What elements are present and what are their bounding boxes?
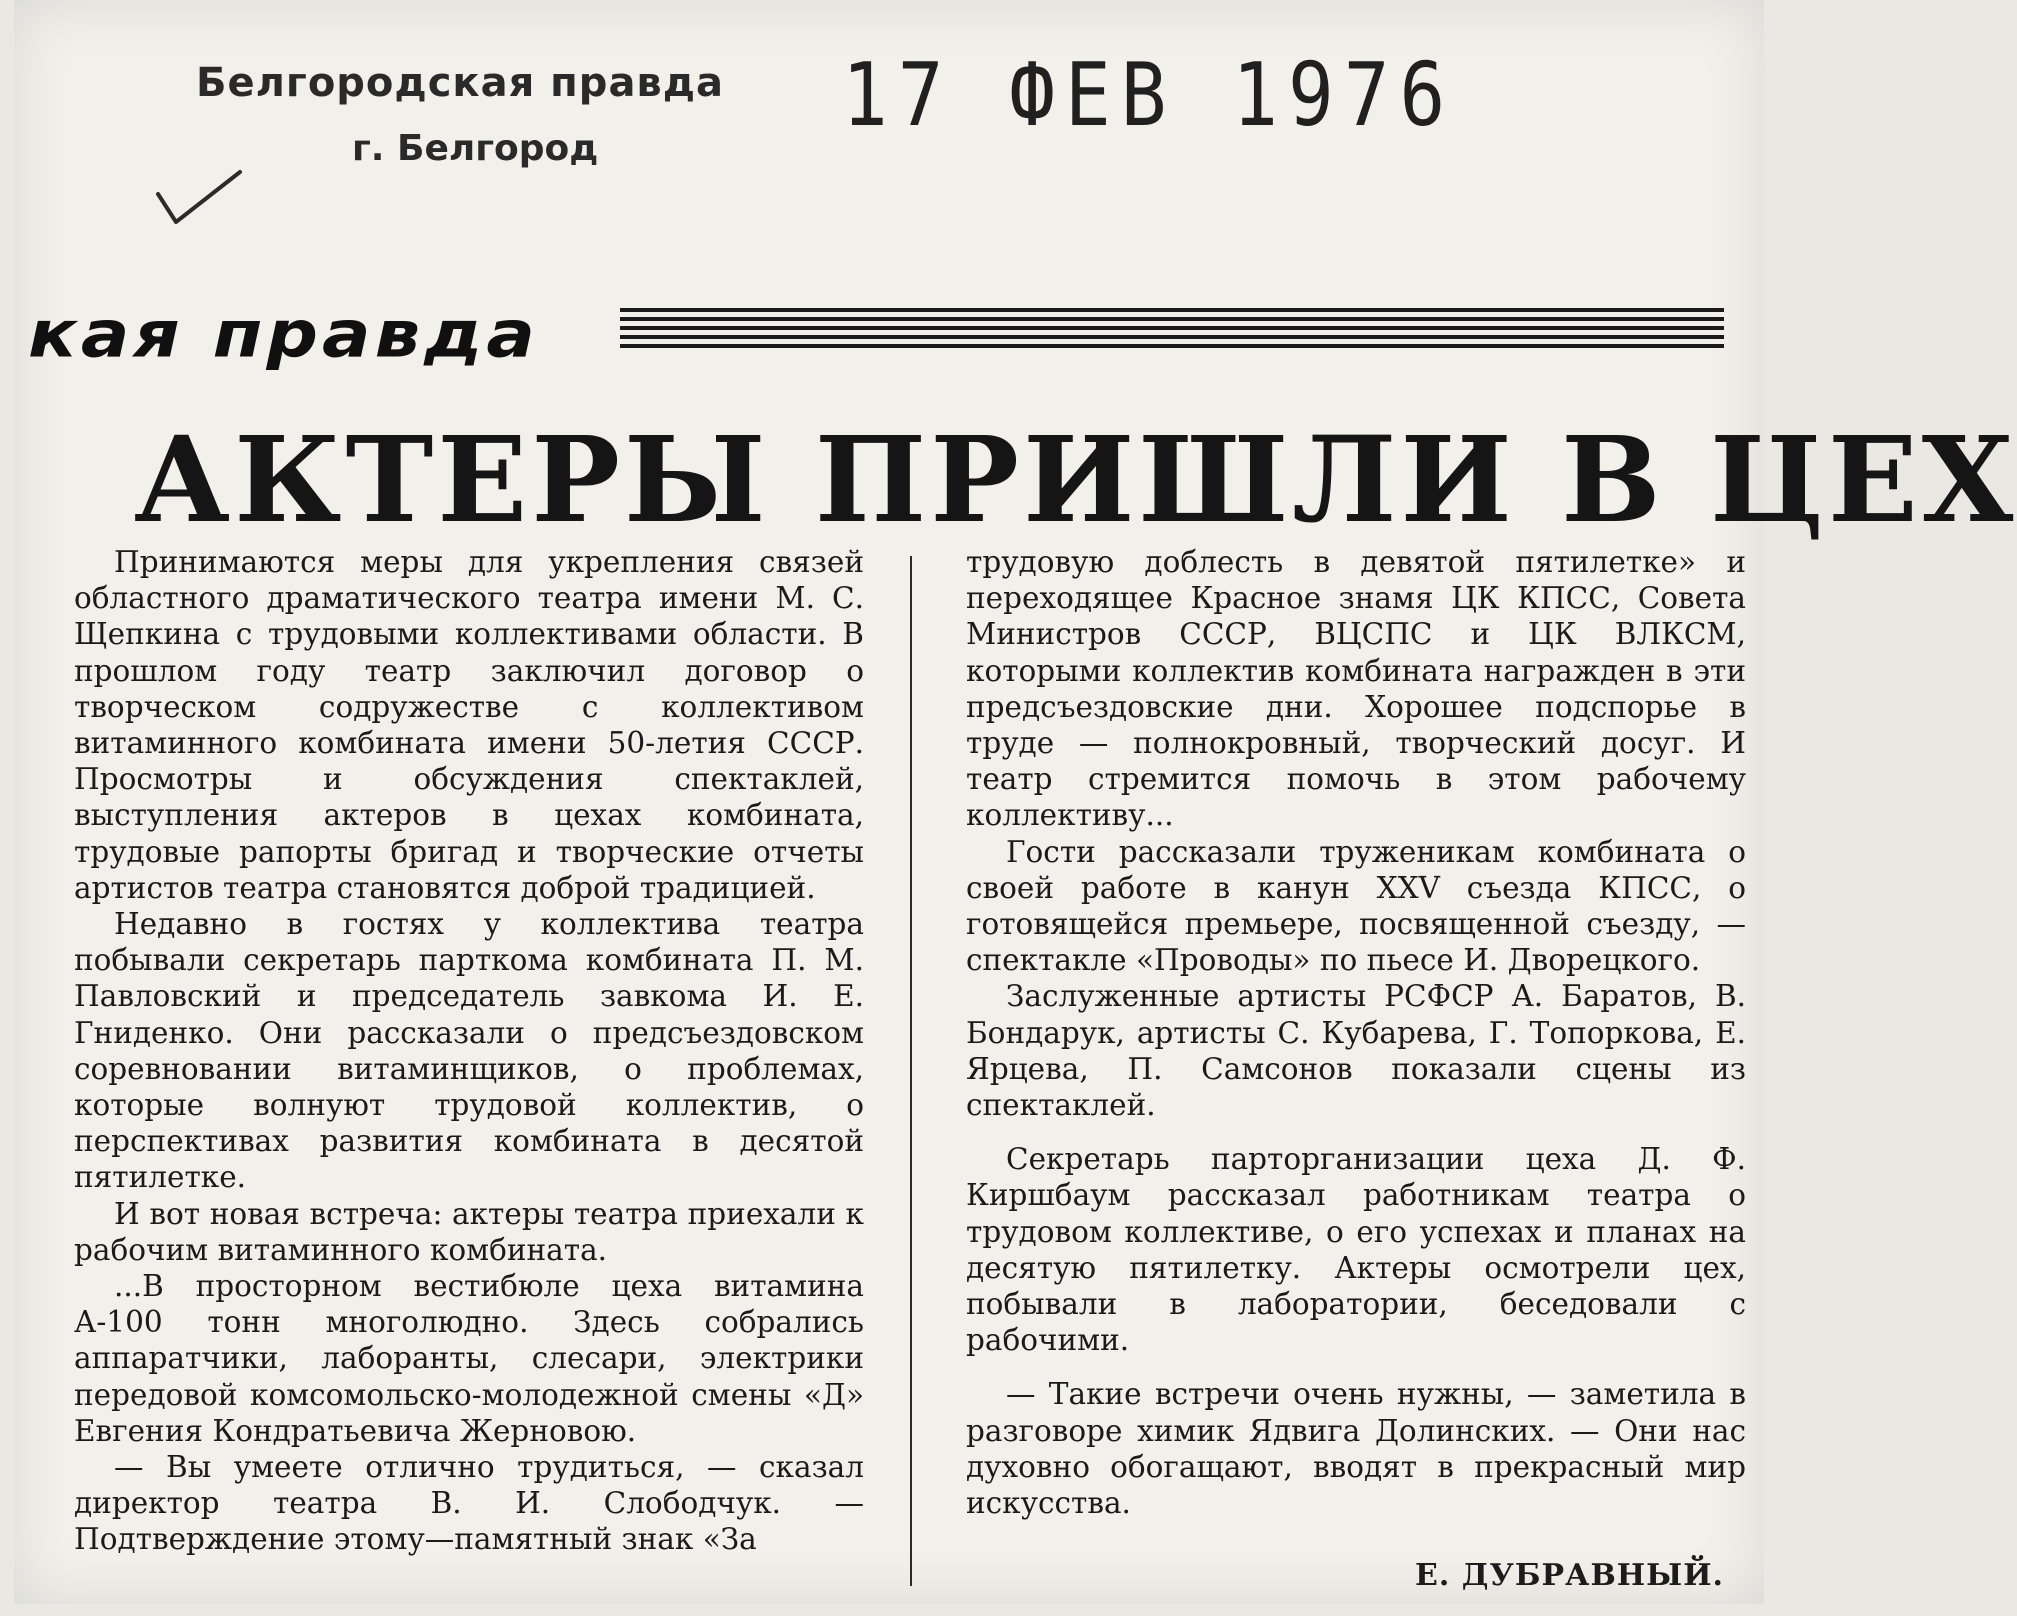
paragraph: трудовую доблесть в девятой пятилетке» и переходящее Красное знамя ЦК КПСС, Совета Министров СССР, ВЦСПС и ЦК ВЛКСМ, которыми коллектив комбината награжден в эти предсъездовские дни. Хорошее подспорье в труде — полнокровный, творческий досуг. И театр стремится помочь в этом рабочему коллективу... [966, 545, 1746, 833]
masthead-rules [620, 308, 1724, 352]
city-stamp: г. Белгород [352, 128, 599, 169]
article-column-left [74, 544, 864, 1558]
paragraph: ...В просторном вестибюле цеха витамина А-100 тонн многолюдно. Здесь собрались аппаратчики, лаборанты, слесари, электрики передовой комсомольско-молодежной смены «Д» Евгения Кондратьевича Жерновою. [74, 1269, 864, 1448]
newspaper-clipping [14, 0, 2017, 1604]
newspaper-name-stamp: Белгородская правда [196, 60, 725, 106]
paragraph: Заслуженные артисты РСФСР А. Баратов, В. Бондарук, артисты С. Кубарева, Г. Топоркова, Е. Ярцева, П. Самсонов показали сцены из спектаклей. [966, 979, 1746, 1123]
paragraph: — Такие встречи очень нужны, — заметила в разговоре химик Ядвига Долинских. — Они нас духовно обогащают, вводят в прекрасный мир искусства. [966, 1377, 1746, 1521]
paragraph: И вот новая встреча: актеры театра приехали к рабочим витаминного комбината. [74, 1196, 864, 1267]
paragraph: Гости рассказали труженикам комбината о своей работе в канун XXV съезда КПСС, о готовящейся премьере, посвященной съезду, — спектакле «Проводы» по пьесе И. Дворецкого. [966, 834, 1746, 978]
checkmark-icon [154, 164, 244, 234]
article-headline: АКТЕРЫ ПРИШЛИ В ЦЕХ [134, 410, 2017, 549]
paragraph: Недавно в гостях у коллектива театра побывали секретарь парткома комбината П. М. Павловский и председатель завкома И. Е. Гниденко. Они рассказали о предсъездовском соревновании витаминщиков, о проблемах, которые волнуют трудовой коллектив, о перспективах развития комбината в десятой пятилетке. [74, 907, 864, 1195]
paragraph: — Вы умеете отлично трудиться, — сказал директор театра В. И. Слободчук. — Подтверждение этому—памятный знак «За [74, 1450, 864, 1557]
article-author: Е. ДУБРАВНЫЙ. [1415, 1558, 1724, 1593]
paragraph: Секретарь парторганизации цеха Д. Ф. Киршбаум рассказал работникам театра о трудовом коллективе, о его успехах и планах на десятую пятилетку. Актеры осмотрели цех, побывали в лаборатории, беседовали с рабочими. [966, 1142, 1746, 1358]
date-stamp: 17 ФЕВ 1976 [842, 43, 1456, 146]
masthead-fragment: кая правда [28, 296, 539, 372]
paragraph: Принимаются меры для укрепления связей областного драматического театра имени М. С. Щепкина с трудовыми коллективами области. В прошлом году театр заключил договор о творческом содружестве с коллективом витаминного комбината имени 50-летия СССР. Просмотры и обсуждения спектаклей, выступления актеров в цехах комбината, трудовые рапорты бригад и творческие отчеты артистов театра становятся доброй традицией. [74, 545, 864, 905]
article-column-right [966, 544, 1746, 1521]
column-divider [910, 556, 912, 1586]
